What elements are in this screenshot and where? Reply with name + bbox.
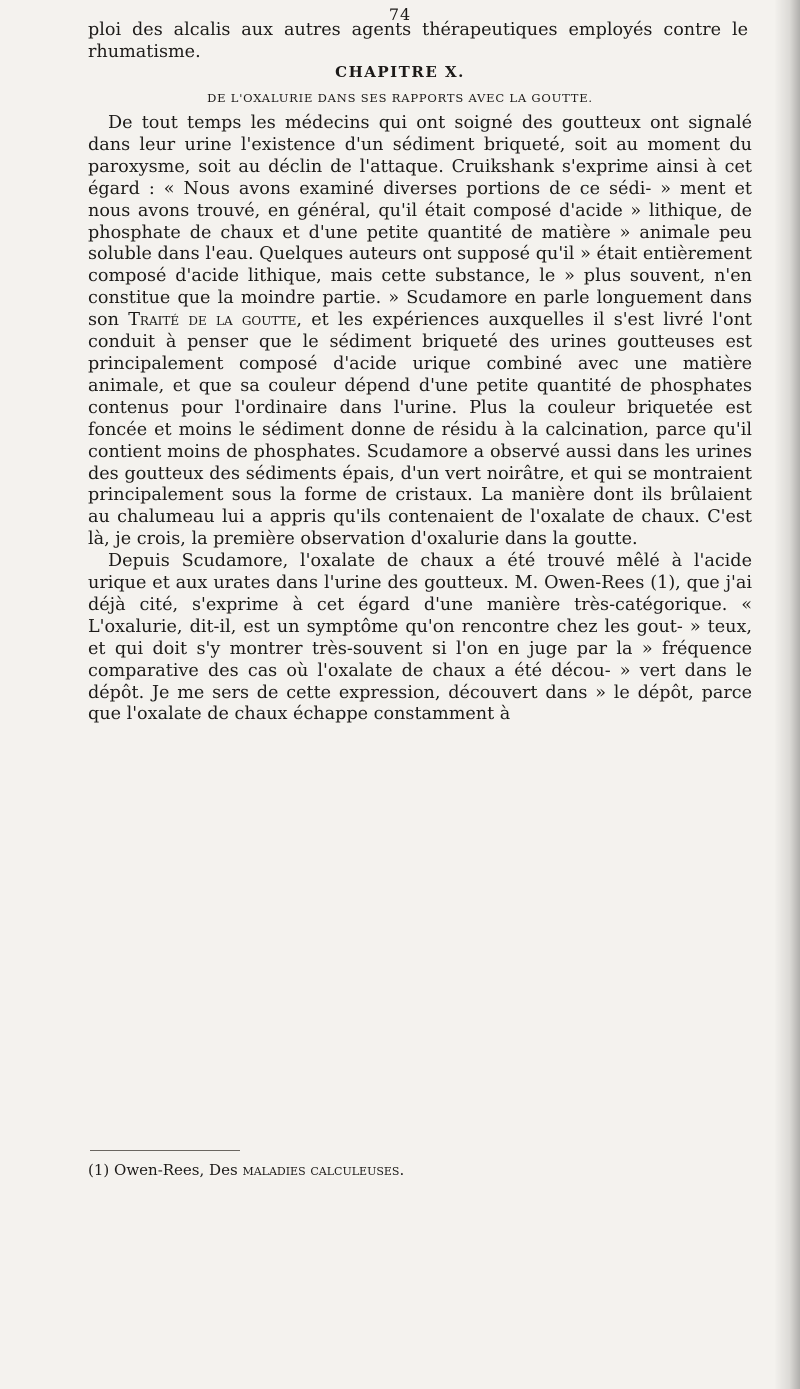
page-number: 74: [388, 5, 412, 24]
section-heading: DE L'OXALURIE DANS SES RAPPORTS AVEC LA GOUTTE.: [207, 91, 593, 105]
paragraph: Depuis Scudamore, l'oxalate de chaux a été trouvé mêlé à l'acide urique et aux urates dans l'urine des goutteux. M. Owen-Rees (1), que j'ai déjà cité, s'exprime à cet égard d'une manière très-catégorique. « L'oxalurie, dit-il, est un symptôme qu'on rencontre chez les gout- » teux, et qui doit s'y montrer très-souvent si l'on en juge par la » fréquence comparative des cas où l'oxalate de chaux a été décou- » vert dans le dépôt. Je me sers de cette expression, découvert dans » le dépôt, parce que l'oxalate de chaux échappe constamment à: [88, 551, 752, 725]
continued-text: ploi des alcalis aux autres agents thérapeutiques employés contre le rhumatisme.: [88, 20, 748, 62]
footnote-divider: [90, 1150, 240, 1151]
paragraph: [88, 113, 752, 551]
book-title-reference: Traité de la goutte: [128, 310, 297, 331]
footnote: [88, 1160, 748, 1180]
paragraph-text: , et les expériences auxquelles il s'est livré l'ont conduit à penser que le sédiment briqueté des urines goutteuses est principalement composé d'acide urique combiné avec une matière animale, et que sa couleur dépend d'une petite quantité de phosphates contenus pour l'ordinaire dans l'urine. Plus la couleur briquetée est foncée et moins le sédiment donne de résidu à la calcination, parce qu'il contient moins de phosphates. Scudamore a observé aussi dans les urines des goutteux des sédiments épais, d'un vert noirâtre, et qui se montraient principalement sous la forme de cristaux. La manière dont ils brûlaient au chalumeau lui a appris qu'ils contenaient de l'oxalate de chaux. C'est là, je crois, la première observation d'oxalurie dans la goutte.: [88, 310, 753, 550]
paragraph-text: De tout temps les médecins qui ont soigné des goutteux ont signalé dans leur urine l'existence d'un sédiment briqueté, soit au moment du paroxysme, soit au déclin de l'attaque. Cruikshank s'exprime ainsi à cet égard : « Nous avons examiné diverses portions de ce sédi- » ment et nous avons trouvé, en général, qu'il était composé d'acide » lithique, de phosphate de chaux et d'une petite quantité de matière » animale peu soluble dans l'eau. Quelques auteurs ont supposé qu'il » était entièrement composé d'acide lithique, mais cette substance, le » plus souvent, n'en constitue que la moindre partie. » Scudamore en parle longuement dans son: [88, 113, 752, 331]
body-text: [88, 113, 752, 726]
chapter-heading: CHAPITRE X.: [335, 63, 465, 81]
footnote-text: (1) Owen-Rees, Des: [88, 1161, 238, 1179]
footnote-book-title: maladies calculeuses.: [242, 1161, 405, 1179]
page-edge-shadow: [774, 0, 800, 1389]
